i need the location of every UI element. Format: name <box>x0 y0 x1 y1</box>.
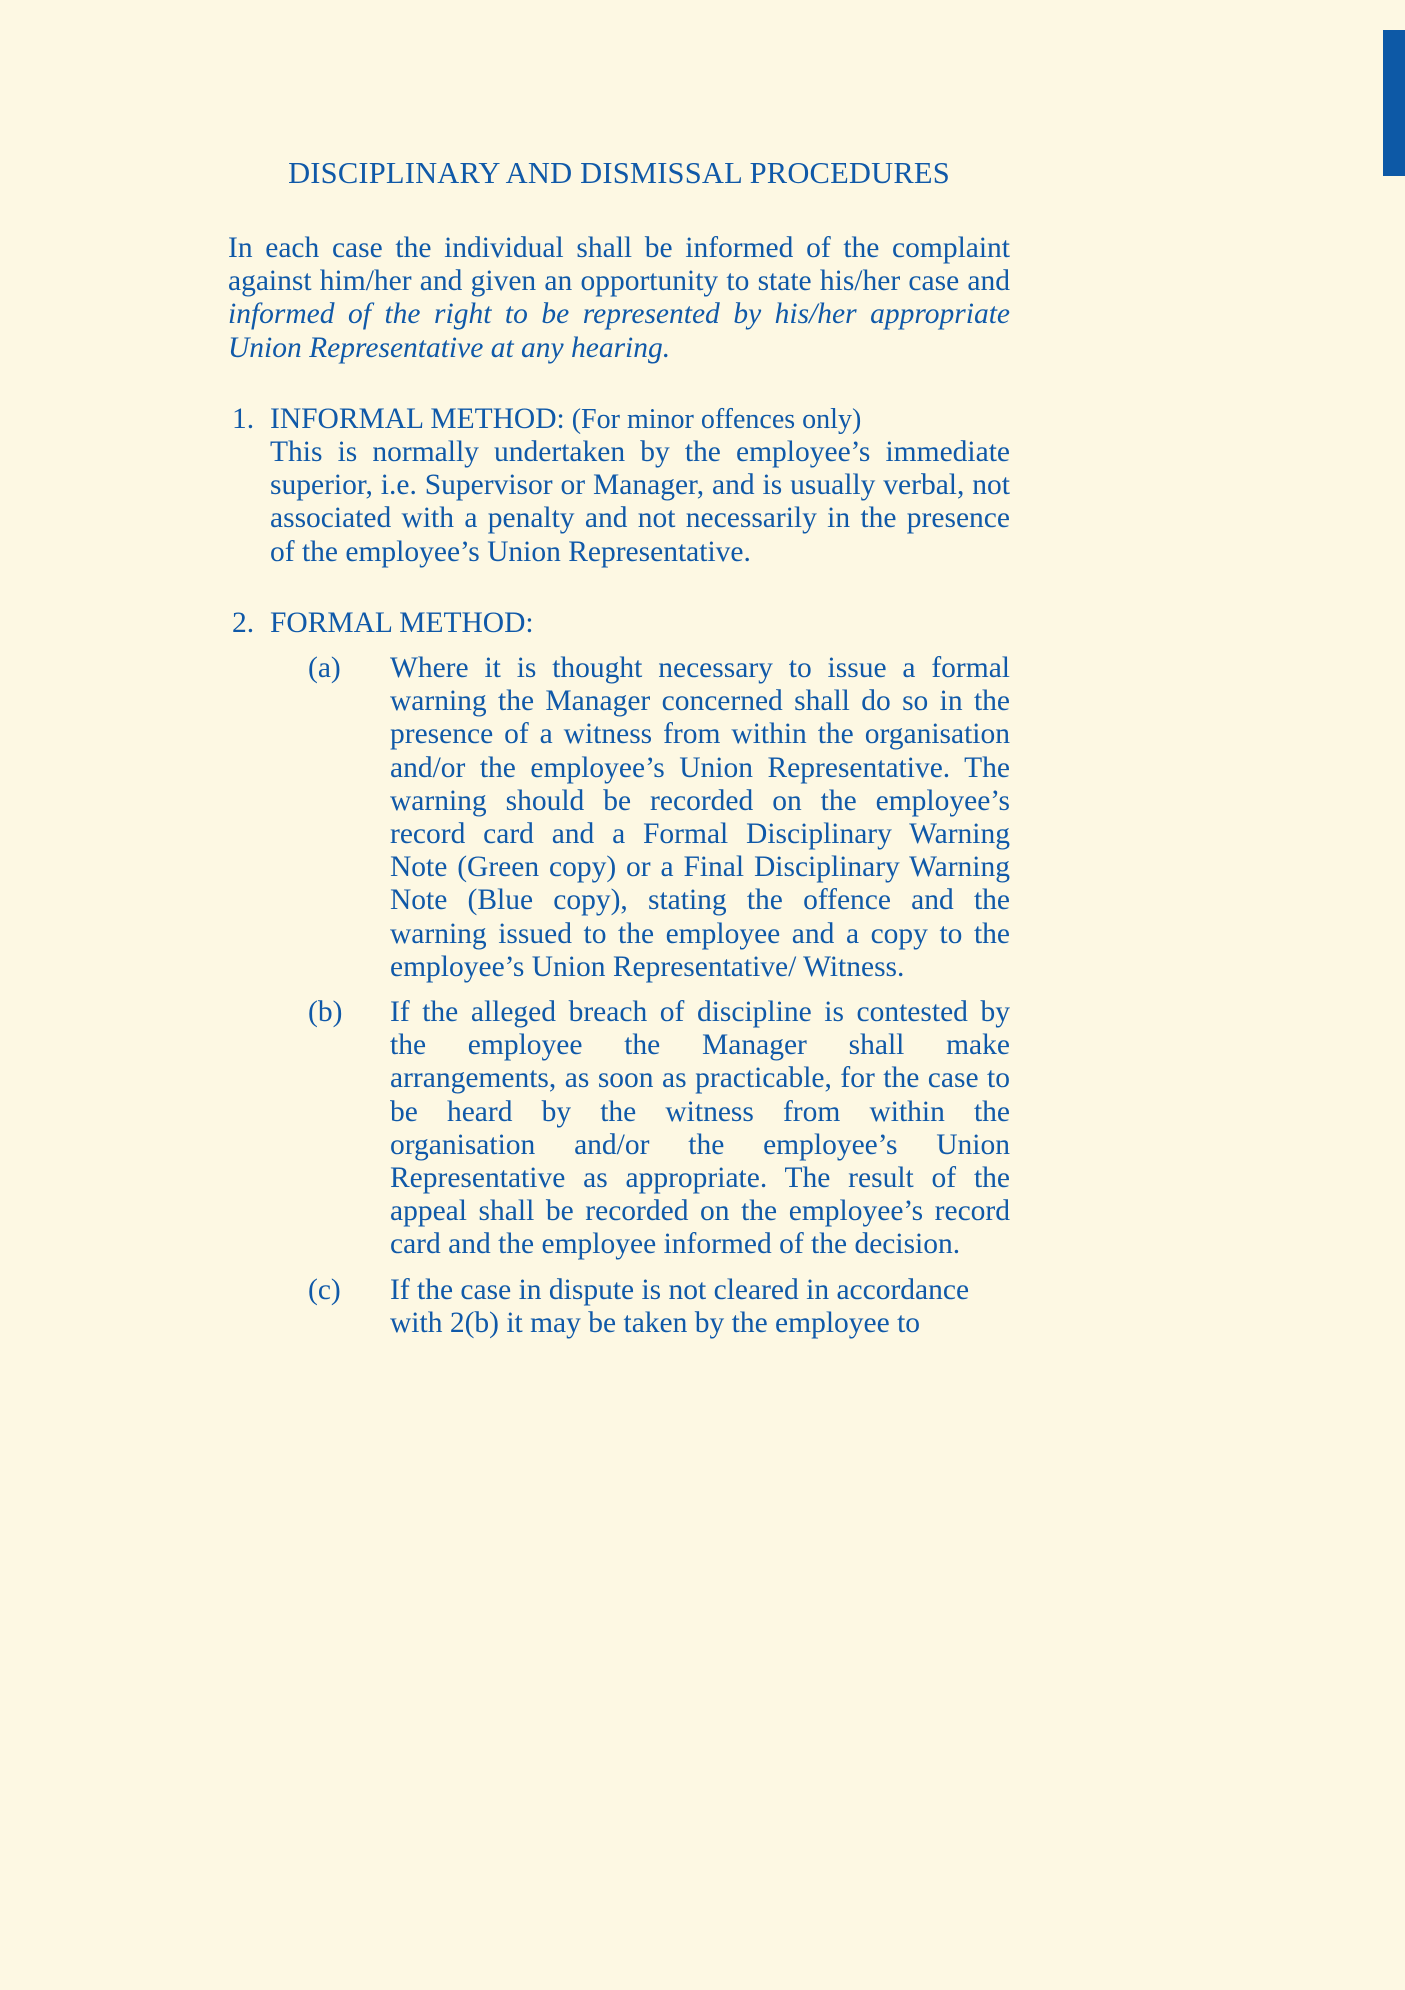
page-edge-tab <box>1383 30 1405 176</box>
section-2-item-c-text: If the case in dispute is not cleared in accordance with 2(b) it may be taken by the employee to <box>390 1273 970 1339</box>
section-2 <box>228 607 1010 1340</box>
section-1-heading-paren: (For minor offences only) <box>571 403 862 435</box>
section-1-heading <box>270 403 1010 436</box>
section-2-number: 2. <box>232 606 255 639</box>
intro-paragraph <box>228 191 1010 365</box>
section-1 <box>228 403 1010 569</box>
section-2-item-b-marker: (b) <box>308 996 343 1029</box>
page-title: DISCIPLINARY AND DISMISSAL PROCEDURES <box>288 156 950 190</box>
section-2-item-b <box>270 996 1010 1262</box>
section-2-heading: FORMAL METHOD: <box>270 606 534 639</box>
section-1-body: This is normally undertaken by the employee’s immediate superior, i.e. Supervisor or Manager, and is usually verbal, not associated with a penalty and not necessarily in the presence of the employee’s Union Representative. <box>270 436 1010 568</box>
section-1-number: 1. <box>232 402 255 435</box>
intro-plain-text: In each case the individual shall be informed of the complaint against him/her and given an opportunity to state his/her case and <box>228 232 1010 298</box>
document-page <box>228 0 1010 1340</box>
section-1-heading-main: INFORMAL METHOD: <box>270 402 565 435</box>
section-2-item-a-text: Where it is thought necessary to issue a formal warning the Manager concerned shall do so in the presence of a witness from within the organisation and/or the employee’s Union Representative. The warning should be recorded on the employee’s record card and a Formal Disciplinary Warning Note (Green copy) or a Final Disciplinary Warning Note (Blue copy), stating the offence and the warning issued to the employee and a copy to the employee’s Union Representative/ Witness. <box>390 652 1010 983</box>
intro-italic-text: informed of the right to be represented by his/her appropriate Union Representative at any hearing. <box>228 298 1010 364</box>
section-2-item-c <box>270 1274 1010 1340</box>
section-2-item-a-marker: (a) <box>308 652 341 685</box>
section-2-item-b-text: If the alleged breach of discipline is contested by the employee the Manager shall make arrangements, as soon as practicable, for the case to be heard by the witness from within the organisation and/or the employee’s Union Representative as appropriate. The result of the appeal shall be recorded on the employee’s record card and the employee informed of the decision. <box>390 996 1010 1261</box>
section-2-item-c-marker: (c) <box>308 1273 341 1306</box>
section-2-item-a <box>270 652 1010 984</box>
